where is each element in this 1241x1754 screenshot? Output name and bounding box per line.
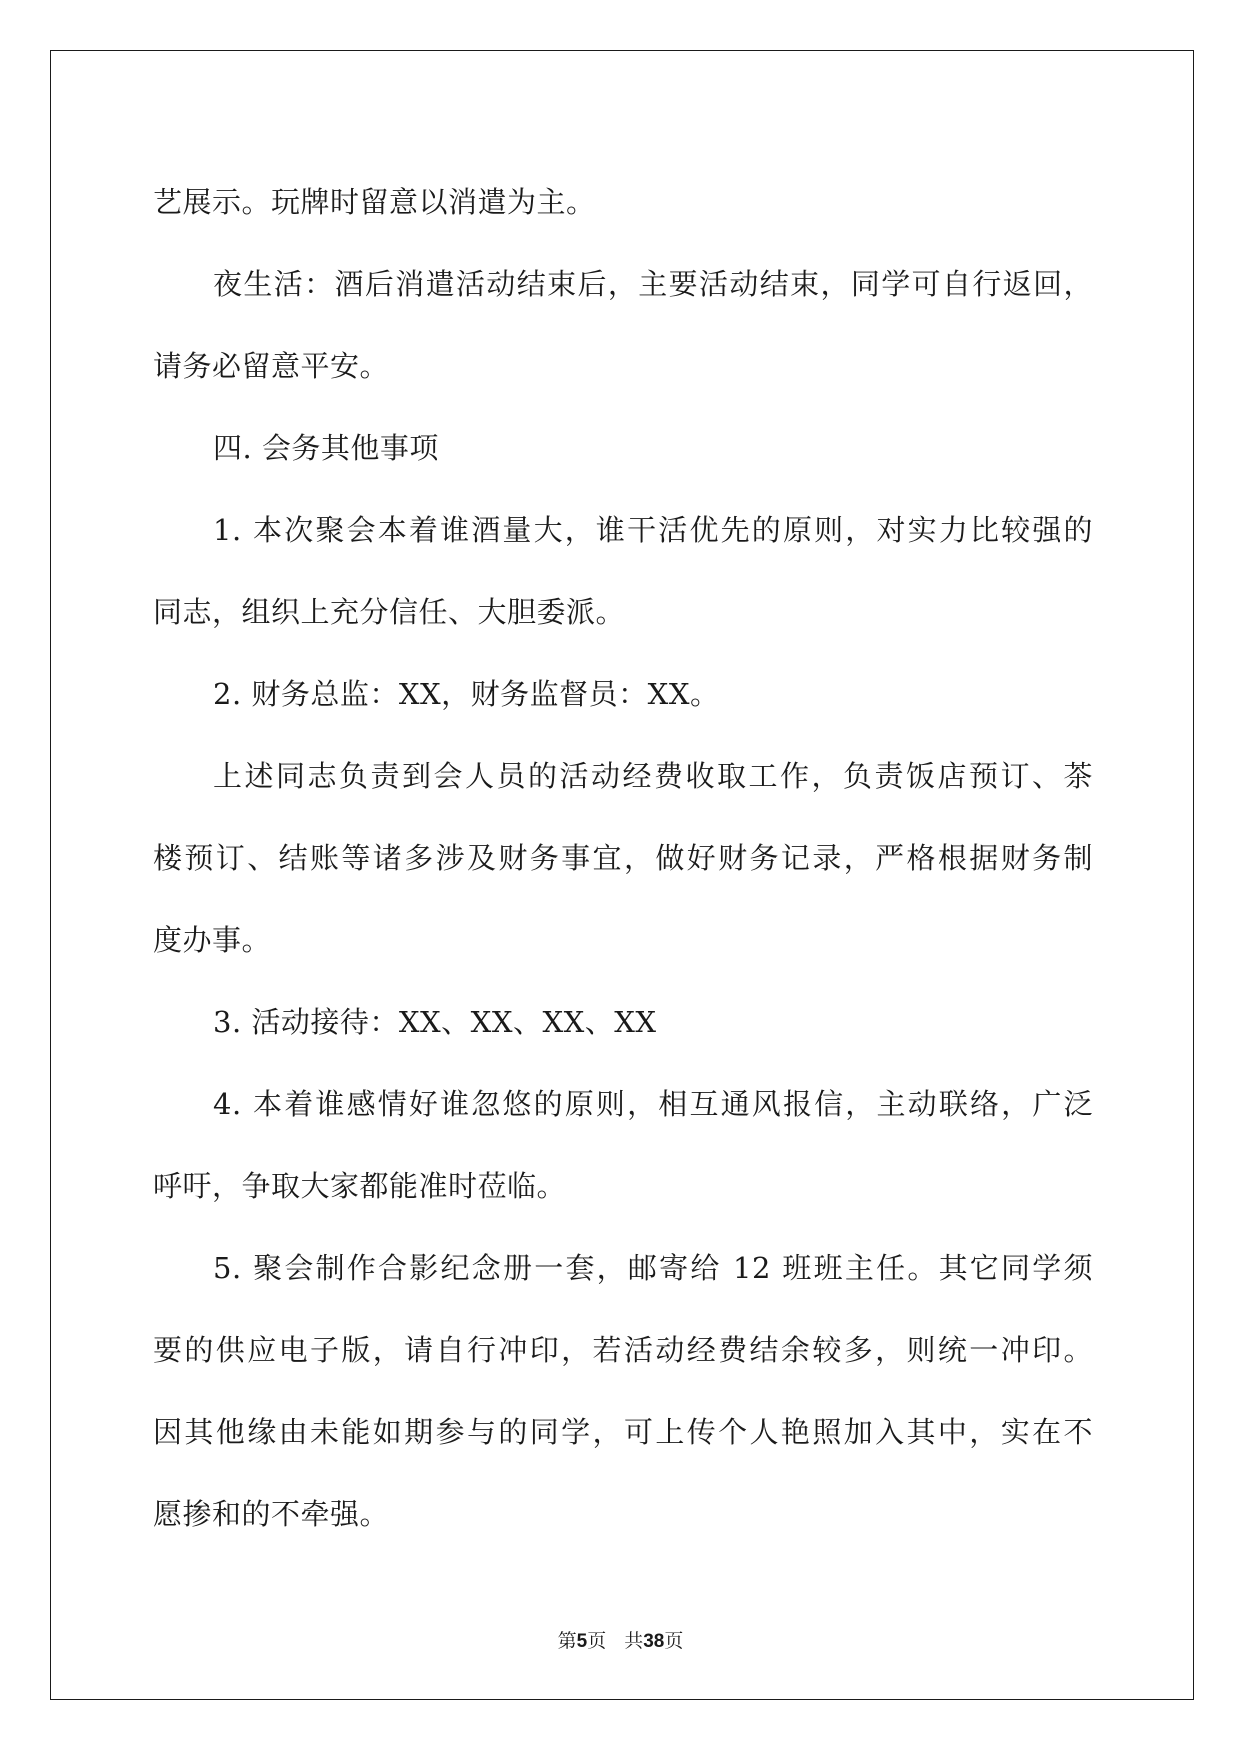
total-label-suffix: 页 xyxy=(664,1630,684,1652)
page-footer xyxy=(0,1626,1241,1653)
text-line: 夜生活：酒后消遣活动结束后，主要活动结束，同学可自行返回， xyxy=(213,267,1093,301)
text-line: 3. 活动接待：XX、XX、XX、XX xyxy=(213,1005,657,1039)
text-line: 1. 本次聚会本着谁酒量大，谁干活优先的原则，对实力比较强的 xyxy=(213,513,1093,547)
text-line: 2. 财务总监：XX，财务监督员：XX。 xyxy=(213,677,720,711)
text-line: 愿掺和的不牵强。 xyxy=(153,1497,390,1531)
page-label-prefix: 第 xyxy=(557,1630,577,1652)
text-line: 4. 本着谁感情好谁忽悠的原则，相互通风报信，主动联络，广泛 xyxy=(213,1087,1093,1121)
total-label-prefix: 共 xyxy=(624,1630,644,1652)
page-label-suffix: 页 xyxy=(587,1630,607,1652)
text-line: 5. 聚会制作合影纪念册一套，邮寄给 12 班班主任。其它同学须 xyxy=(213,1251,1093,1285)
text-line: 上述同志负责到会人员的活动经费收取工作，负责饭店预订、茶 xyxy=(213,759,1093,793)
text-line: 请务必留意平安。 xyxy=(153,349,390,383)
document-body xyxy=(153,161,1093,1555)
text-line: 度办事。 xyxy=(153,923,272,957)
text-line: 楼预订、结账等诸多涉及财务事宜，做好财务记录，严格根据财务制 xyxy=(153,841,1093,875)
text-line: 艺展示。玩牌时留意以消遣为主。 xyxy=(153,185,596,219)
page-number: 5 xyxy=(576,1631,588,1652)
total-pages: 38 xyxy=(643,1631,665,1652)
text-line: 呼吁，争取大家都能准时莅临。 xyxy=(153,1169,567,1203)
text-line: 因其他缘由未能如期参与的同学，可上传个人艳照加入其中，实在不 xyxy=(153,1415,1093,1449)
text-line: 要的供应电子版，请自行冲印，若活动经费结余较多，则统一冲印。 xyxy=(153,1333,1093,1367)
text-line: 四. 会务其他事项 xyxy=(213,431,439,465)
text-line: 同志，组织上充分信任、大胆委派。 xyxy=(153,595,626,629)
